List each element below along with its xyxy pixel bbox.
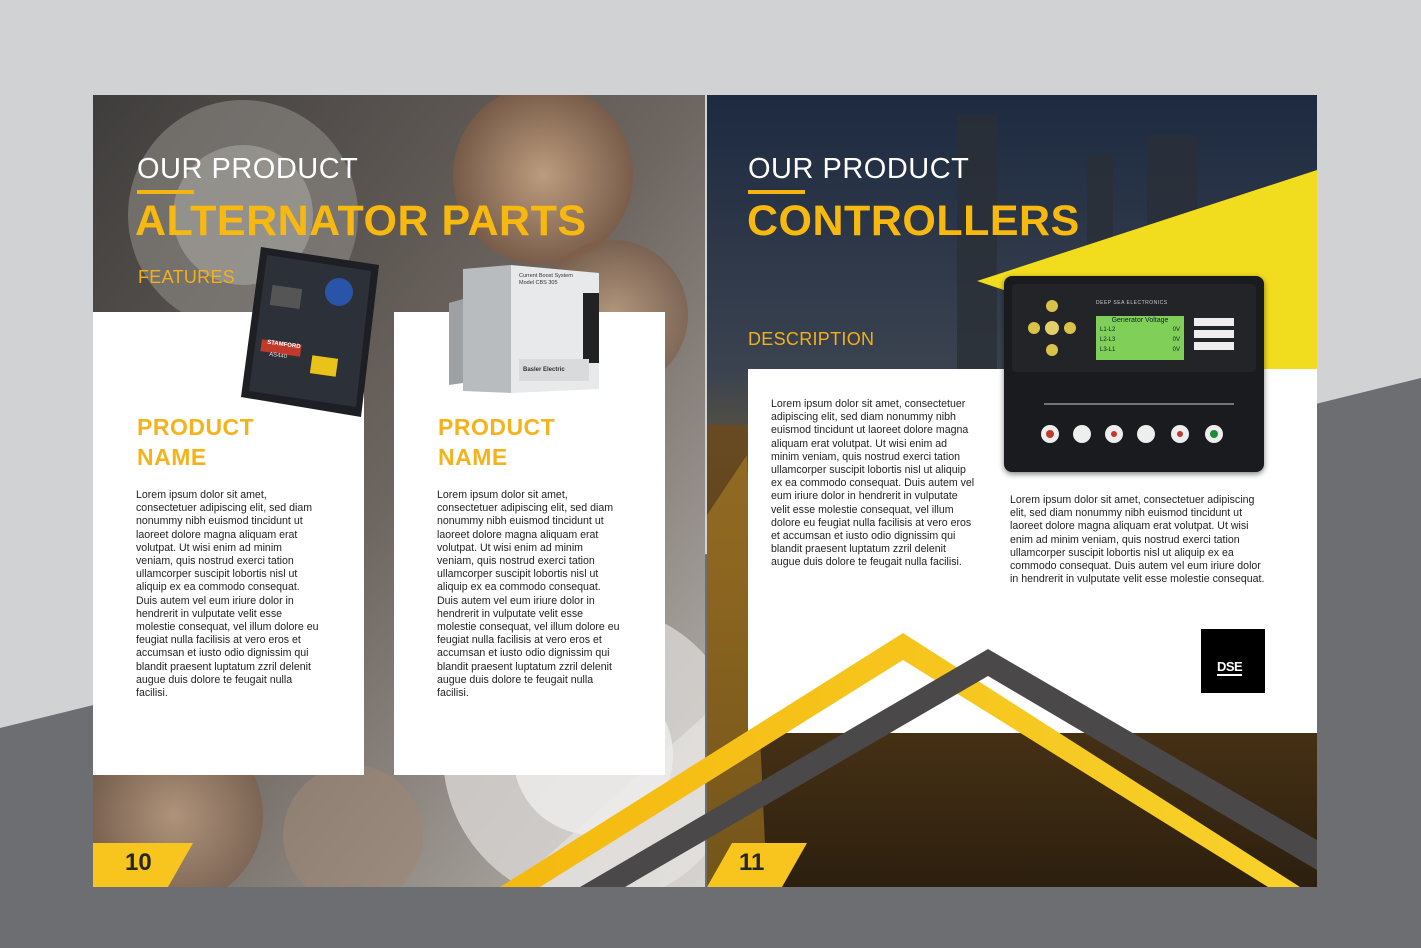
product-1-description: Lorem ipsum dolor sit amet, consectetuer adipiscing elit, sed diam nonummy nibh euismod tincidunt ut laoreet dolore magna aliquam erat volutpat. Ut wisi enim ad minim veniam, quis nostrud exerci tation ullamcorper suscipit lobortis nisl ut aliquip ex ea commodo consequat. Duis autem vel eum iriure dolor in hendrerit in vulputate velit esse molestie consequat, vel illum dolore eu feugiat nulla facilisis at vero eros et accumsan et iusto odio dignissim qui blandit praesent luptatum zzril delenit augue duis dolore te feugait nulla facilisi. (136, 489, 319, 700)
dse-logo-text: DSE (1217, 659, 1243, 674)
controller-brand-text: DEEP SEA ELECTRONICS (1096, 300, 1168, 306)
lcd-row-1-value: 0V (1172, 327, 1180, 333)
basler-label-line1: Current Boost System (519, 273, 573, 279)
lcd-row-2-value: 0V (1172, 337, 1180, 343)
right-section-label: DESCRIPTION (748, 329, 875, 349)
lcd-row-3-label: L3-L1 (1100, 347, 1116, 353)
right-title: CONTROLLERS (747, 197, 1080, 245)
lcd-row-2-label: L2-L3 (1100, 337, 1116, 343)
right-page-number: 11 (739, 849, 765, 876)
product-2-name-line2: NAME (438, 444, 508, 470)
lcd-row-3-value: 0V (1172, 347, 1180, 353)
basler-label-line2: Model CBS 305 (519, 280, 558, 286)
controller-description-2: Lorem ipsum dolor sit amet, consectetuer adipiscing elit, sed diam nonummy nibh euismod tincidunt ut laoreet dolore magna aliquam erat volutpat. Ut wisi enim ad minim veniam, quis nostrud exerci tation ullamcorper suscipit lobortis nisl ut aliquip ex ea commodo consequat. Duis autem vel eum iriure dolor in hendrerit in vulputate velit esse molestie consequat. (1010, 494, 1265, 586)
left-title: ALTERNATOR PARTS (135, 197, 587, 245)
left-kicker: OUR PRODUCT (137, 153, 359, 185)
controller-description-1: Lorem ipsum dolor sit amet, consectetuer adipiscing elit, sed diam nonummy nibh euismod tincidunt ut laoreet dolore magna aliquam erat volutpat. Ut wisi enim ad minim veniam, quis nostrud exerci tation ullamcorper suscipit lobortis nisl ut aliquip ex ea commodo consequat. Duis autem vel eum iriure dolor in hendrerit in vulputate velit esse molestie consequat, vel illum dolore eu feugiat nulla facilisis at vero eros et accumsan et iusto odio dignissim qui blandit praesent luptatum zzril delenit augue duis dolore te feugait nulla facilisi. (771, 398, 975, 569)
left-section-label: FEATURES (138, 267, 236, 287)
lcd-row-1-label: L1-L2 (1100, 327, 1116, 333)
avr-label-model: AS440 (268, 351, 288, 361)
product-2-name-line1: PRODUCT (438, 414, 556, 440)
avr-label-brand: STAMFORD (266, 339, 301, 351)
product-1-name-line2: NAME (137, 444, 207, 470)
lcd-heading: Generator Voltage (1111, 317, 1169, 324)
dse-logo (1201, 629, 1265, 693)
basler-label-brand: Basler Electric (523, 367, 565, 373)
right-kicker: OUR PRODUCT (748, 153, 970, 185)
left-page-number: 10 (125, 849, 152, 876)
product-1-name-line1: PRODUCT (137, 414, 255, 440)
product-2-description: Lorem ipsum dolor sit amet, consectetuer adipiscing elit, sed diam nonummy nibh euismod tincidunt ut laoreet dolore magna aliquam erat volutpat. Ut wisi enim ad minim veniam, quis nostrud exerci tation ullamcorper suscipit lobortis nisl ut aliquip ex ea commodo consequat. Duis autem vel eum iriure dolor in hendrerit in vulputate velit esse molestie consequat, vel illum dolore eu feugiat nulla facilisis at vero eros et accumsan et iusto odio dignissim qui blandit praesent luptatum zzril delenit augue duis dolore te feugait nulla facilisi. (437, 489, 620, 700)
